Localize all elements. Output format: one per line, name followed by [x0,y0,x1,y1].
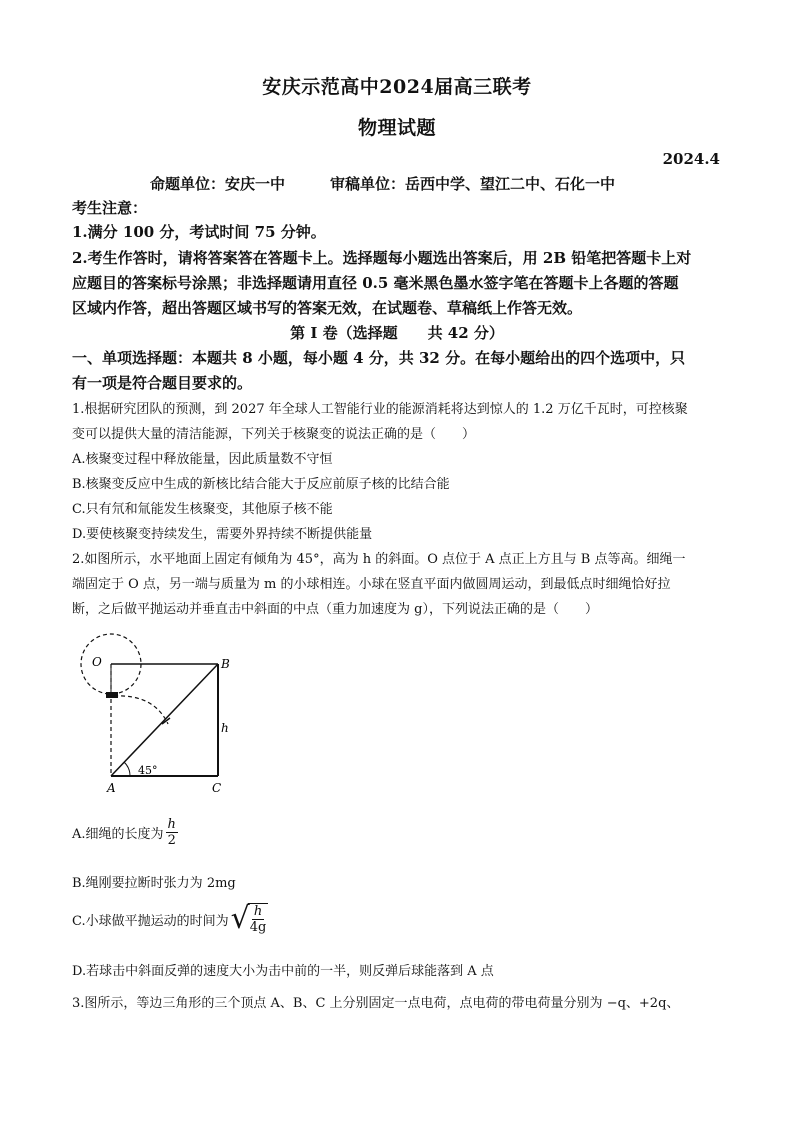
q2-option-c [72,903,268,935]
q1-option-c: C.只有氘和氚能发生核聚变，其他原子核不能 [72,502,333,517]
q2-option-c-text: C.小球做平抛运动的时间为 [72,913,229,929]
q2-figure [70,628,240,798]
exam-date: 2024.4 [662,150,720,168]
q2-stem-line-2: 端固定于 O 点，另一端与质量为 m 的小球相连。小球在竖直平面内做圆周运动，到最低点时细绳恰好拉 [72,577,671,592]
q2-stem-line-1: 2.如图所示，水平地面上固定有倾角为 45°，高为 h 的斜面。O 点位于 A 点正上方且与 B 点等高。细绳一 [72,552,686,567]
label-o: O [92,655,102,669]
q2-option-d: D.若球击中斜面反弹的速度大小为击中前的一半，则反弹后球能落到 A 点 [72,964,494,979]
q1-stem-line-2: 变可以提供大量的清洁能源，下列关于核聚变的说法正确的是（ ） [72,427,476,442]
sqrt-expression [231,903,269,935]
exam-units: 命题单位：安庆一中 审稿单位：岳西中学、望江二中、石化一中 [150,175,616,193]
q1-option-a: A.核聚变过程中释放能量，因此质量数不守恒 [72,452,333,467]
angle-arc [124,762,130,776]
notice-heading: 考生注意： [72,199,148,217]
ball [106,692,118,698]
subject-title: 物理试题 [357,117,436,139]
q1-option-b: B.核聚变反应中生成的新核比结合能大于反应前原子核的比结合能 [72,477,450,492]
q2-option-a-text: A.细绳的长度为 [72,827,164,842]
section-heading-line-1: 一、单项选择题：本题共 8 小题，每小题 4 分，共 32 分。在每小题给出的四个选项中，只 [72,349,686,367]
part-title: 第 I 卷（选择题 共 42 分） [290,324,504,342]
fraction-h-over-2 [166,817,178,848]
label-angle: 45° [138,764,158,777]
label-b: B [221,657,230,671]
notice-item-1: 1.满分 100 分，考试时间 75 分钟。 [72,223,326,241]
q1-option-d: D.要使核聚变持续发生，需要外界持续不断提供能量 [72,527,373,542]
fraction-numerator: h [167,817,176,832]
notice-item-2-line-2: 应题目的答案标号涂黑；非选择题请用直径 0.5 毫米黑色墨水签字笔在答题卡上各题的答题 [72,274,679,292]
trajectory [114,696,168,724]
fraction-h-over-4g [248,904,269,935]
q2-stem-line-3: 断，之后做平抛运动并垂直击中斜面的中点（重力加速度为 g），下列说法正确的是（ ） [72,602,598,617]
fraction-denominator: 2 [167,833,176,848]
fraction-numerator: h [253,904,263,919]
incline-ab [111,664,218,776]
label-c: C [212,781,222,795]
q1-stem-line-1: 1.根据研究团队的预测，到 2027 年全球人工智能行业的能源消耗将达到惊人的 1.2 万亿千瓦时，可控核聚 [72,402,688,417]
section-heading-line-2: 有一项是符合题目要求的。 [72,374,253,392]
q2-option-a [72,817,178,848]
sqrt-sign: √ [230,901,250,936]
fraction-denominator: 4g [249,920,267,935]
notice-item-2-line-1: 2.考生作答时，请将答案答在答题卡上。选择题每小题选出答案后，用 2B 铅笔把答题卡上对 [72,249,692,267]
label-a: A [107,781,116,795]
label-h: h [221,721,229,735]
q2-option-b: B.绳刚要拉断时张力为 2mg [72,876,236,891]
sqrt-body [248,903,269,935]
notice-item-2-line-3: 区域内作答，超出答题区域书写的答案无效，在试题卷、草稿纸上作答无效。 [72,299,583,317]
exam-title: 安庆示范高中2024届高三联考 [262,76,532,98]
q3-stem-line-1: 3.图所示，等边三角形的三个顶点 A、B、C 上分别固定一点电荷，点电荷的带电荷量分别为 −q、+2q、 [72,996,680,1011]
